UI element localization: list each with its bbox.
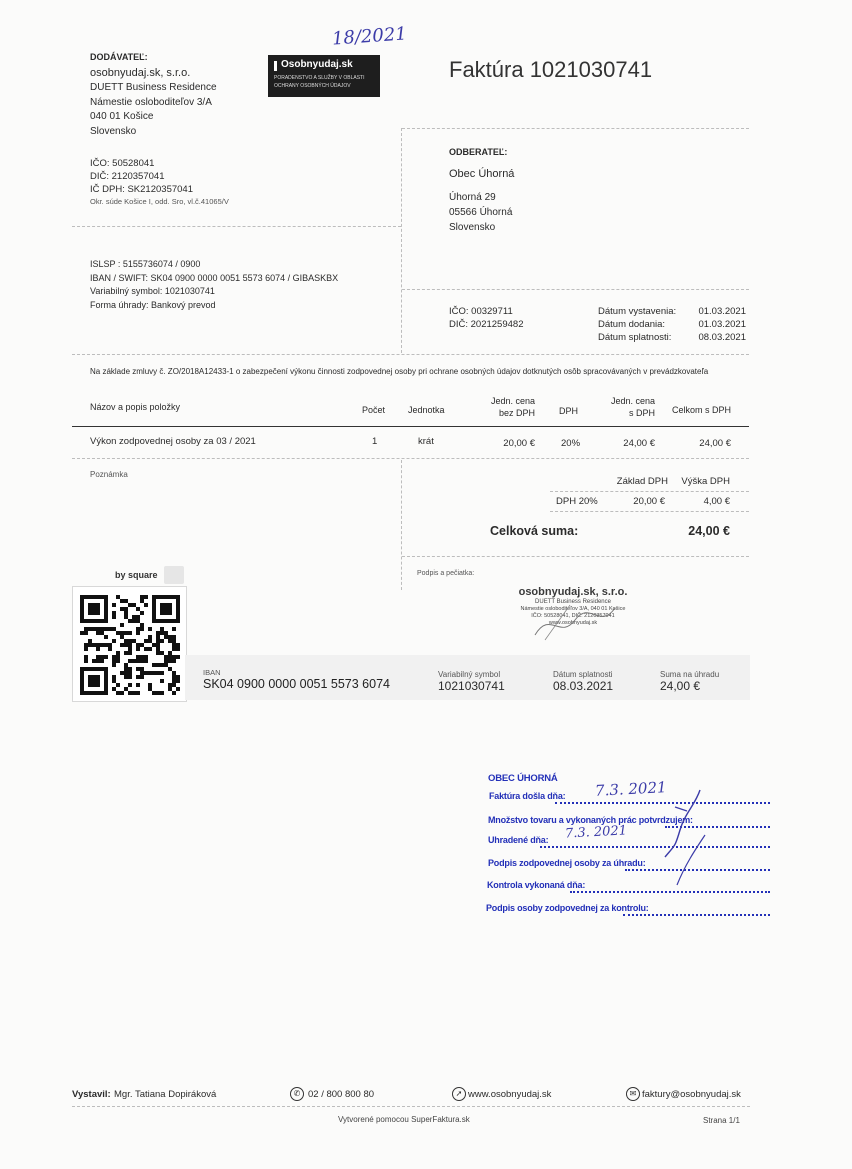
date-due-value: 08.03.2021 xyxy=(698,332,746,343)
stamp-line-3: IČO: 50528041, DIČ: 2120357041 xyxy=(531,613,615,619)
page-number: Strana 1/1 xyxy=(703,1116,740,1125)
th-pricevat-2: s DPH xyxy=(628,408,655,418)
note-label: Poznámka xyxy=(90,470,128,479)
logo-mark-icon xyxy=(274,61,277,71)
qr-label xyxy=(88,566,186,584)
due-value: 08.03.2021 xyxy=(553,679,614,693)
dates-values xyxy=(680,305,746,344)
dates-labels xyxy=(598,305,676,344)
date-delivery-value: 01.03.2021 xyxy=(698,319,746,330)
vs-value: 1021030741 xyxy=(438,679,505,693)
th-vat: DPH xyxy=(559,406,579,416)
summary-row-label: DPH 20% xyxy=(556,496,598,507)
amount-value: 24,00 € xyxy=(660,679,701,693)
th-price-2: bez DPH xyxy=(498,408,535,418)
qr-label-text: by square xyxy=(115,570,158,580)
date-delivery-label: Dátum dodania: xyxy=(598,319,666,330)
footer-web[interactable]: www.osobnyudaj.sk xyxy=(468,1089,552,1100)
supplier-register: Okr. súde Košice I, odd. Sro, vl.č.41065/V xyxy=(90,197,229,206)
email-icon: ✉ xyxy=(626,1087,640,1101)
supplier-address-3: 040 01 Košice xyxy=(90,111,154,122)
approval-row-6: Podpis osoby zodpovednej za kontrolu: xyxy=(486,903,649,913)
issued-label: Vystavil: xyxy=(72,1089,111,1100)
payment-due xyxy=(553,670,613,693)
row-count: 1 xyxy=(372,436,378,447)
invoice-title: Faktúra 1021030741 xyxy=(449,57,653,82)
footer-phone: 02 / 800 800 80 xyxy=(308,1089,375,1100)
web-icon: ➚ xyxy=(452,1087,466,1101)
footer xyxy=(72,1087,750,1105)
row-total: 24,00 € xyxy=(699,438,731,449)
logo-brand: Osobnyudaj.sk xyxy=(281,59,353,70)
customer-heading: ODBERATEĽ: xyxy=(449,147,508,157)
due-label: Dátum splatnosti xyxy=(553,670,613,679)
th-price-1: Jedn. cena xyxy=(490,396,535,406)
qr-logo-icon xyxy=(164,566,184,584)
logo-tagline-1: PORADENSTVO A SLUŽBY V OBLASTI xyxy=(274,75,365,81)
approval-signature-icon xyxy=(655,785,715,895)
supplier-name: osobnyudaj.sk, s.r.o. xyxy=(90,67,191,79)
payment-vs xyxy=(438,670,505,693)
supplier-dic: DIČ: 2120357041 xyxy=(90,171,165,182)
customer-ico: IČO: 00329711 xyxy=(449,306,513,317)
stamp-company-name: osobnyudaj.sk, s.r.o. xyxy=(518,586,628,598)
customer-address-1: Úhorná 29 xyxy=(449,192,496,203)
summary-row-vat: 4,00 € xyxy=(703,496,730,507)
th-count: Počet xyxy=(362,405,386,415)
date-issued-value: 01.03.2021 xyxy=(698,306,746,317)
row-unit: krát xyxy=(418,436,434,447)
row-price: 20,00 € xyxy=(503,438,535,449)
supplier-address-2: Námestie osloboditeľov 3/A xyxy=(90,96,212,108)
total-label: Celková suma: xyxy=(490,524,579,538)
footer-email[interactable]: faktury@osobnyudaj.sk xyxy=(642,1089,741,1100)
bank-line-3: Variabilný symbol: 1021030741 xyxy=(90,286,215,296)
qr-code-icon xyxy=(80,595,180,695)
th-pricevat-1: Jedn. cena xyxy=(610,396,655,406)
handwritten-date-2: 7.3. 2021 xyxy=(564,823,628,842)
issued-by: Mgr. Tatiana Dopiráková xyxy=(114,1089,217,1100)
payment-amount xyxy=(660,670,719,693)
th-name: Názov a popis položky xyxy=(90,402,181,412)
approval-row-3: Uhradené dňa: xyxy=(488,835,549,845)
customer-address-2: 05566 Úhorná xyxy=(449,207,513,218)
supplier-address-4: Slovensko xyxy=(90,125,137,137)
sign-label: Podpis a pečiatka: xyxy=(417,570,475,577)
table-row xyxy=(72,432,749,452)
handwritten-invoice-number: 18/2021 xyxy=(331,23,408,50)
stamp-line-2: Námestie osloboditeľov 3/A, 040 01 Košice xyxy=(520,606,626,612)
supplier-address-1: DUETT Business Residence xyxy=(90,82,217,93)
contract-note: Na základe zmluvy č. ZO/2018A12433-1 o zabezpečení výkonu činnosti zodpovednej osoby pri ochrane osobných údajov dotknutých osôb spracovávaných v prevádzkovateľa xyxy=(90,367,709,376)
customer-dic: DIČ: 2021259482 xyxy=(449,319,524,330)
approval-row-1: Faktúra došla dňa: xyxy=(489,791,566,801)
iban-label: IBAN xyxy=(203,668,221,677)
amount-label: Suma na úhradu xyxy=(660,670,720,679)
handwritten-date-1: 7.3. 2021 xyxy=(594,778,668,800)
summary-row-base: 20,00 € xyxy=(633,496,665,507)
row-pricevat: 24,00 € xyxy=(623,438,655,449)
th-unit: Jednotka xyxy=(408,405,445,415)
approval-title: OBEC ÚHORNÁ xyxy=(488,773,558,784)
approval-row-5: Kontrola vykonaná dňa: xyxy=(487,880,586,890)
supplier-heading: DODÁVATEĽ: xyxy=(90,52,148,62)
bank-line-2: IBAN / SWIFT: SK04 0900 0000 0051 5573 6074 / GIBASKBX xyxy=(90,272,339,283)
customer-name: Obec Úhorná xyxy=(449,168,515,180)
vs-label: Variabilný symbol xyxy=(438,670,501,679)
summary-vat-label: Výška DPH xyxy=(681,476,730,487)
payment-iban xyxy=(203,668,390,691)
customer-ids xyxy=(449,305,523,331)
signature-scribble-icon xyxy=(530,600,620,650)
qr-frame xyxy=(72,586,187,702)
bank-block xyxy=(90,258,390,312)
stamp-line-1: DUETT Business Residence xyxy=(535,599,611,605)
approval-row-2: Množstvo tovaru a vykonaných prác potvrdzujem: xyxy=(488,815,693,825)
bank-line-1: ISLSP : 5155736074 / 0900 xyxy=(90,259,201,269)
company-logo xyxy=(268,55,380,97)
approval-row-4: Podpis zodpovednej osoby za úhradu: xyxy=(488,858,646,868)
row-vat: 20% xyxy=(561,438,581,449)
phone-icon: ✆ xyxy=(290,1087,304,1101)
stamp-line-4: www.osobnyudaj.sk xyxy=(548,620,598,626)
th-total: Celkom s DPH xyxy=(671,405,731,415)
customer-block xyxy=(449,147,739,235)
supplier-ico: IČO: 50528041 xyxy=(90,158,155,169)
summary-base-label: Základ DPH xyxy=(616,476,668,487)
customer-address-3: Slovensko xyxy=(449,222,496,233)
bank-line-4: Forma úhrady: Bankový prevod xyxy=(90,299,216,310)
date-due-label: Dátum splatnosti: xyxy=(598,332,672,343)
created-with: Vytvorené pomocou SuperFaktura.sk xyxy=(338,1115,470,1124)
row-name: Výkon zodpovednej osoby za 03 / 2021 xyxy=(90,436,256,447)
table-header xyxy=(72,396,749,426)
date-issued-label: Dátum vystavenia: xyxy=(598,306,677,317)
supplier-icdph: IČ DPH: SK2120357041 xyxy=(90,184,193,195)
logo-tagline-2: OCHRANY OSOBNÝCH ÚDAJOV xyxy=(274,83,351,89)
total-value: 24,00 € xyxy=(688,524,730,538)
iban-value: SK04 0900 0000 0051 5573 6074 xyxy=(203,677,390,691)
